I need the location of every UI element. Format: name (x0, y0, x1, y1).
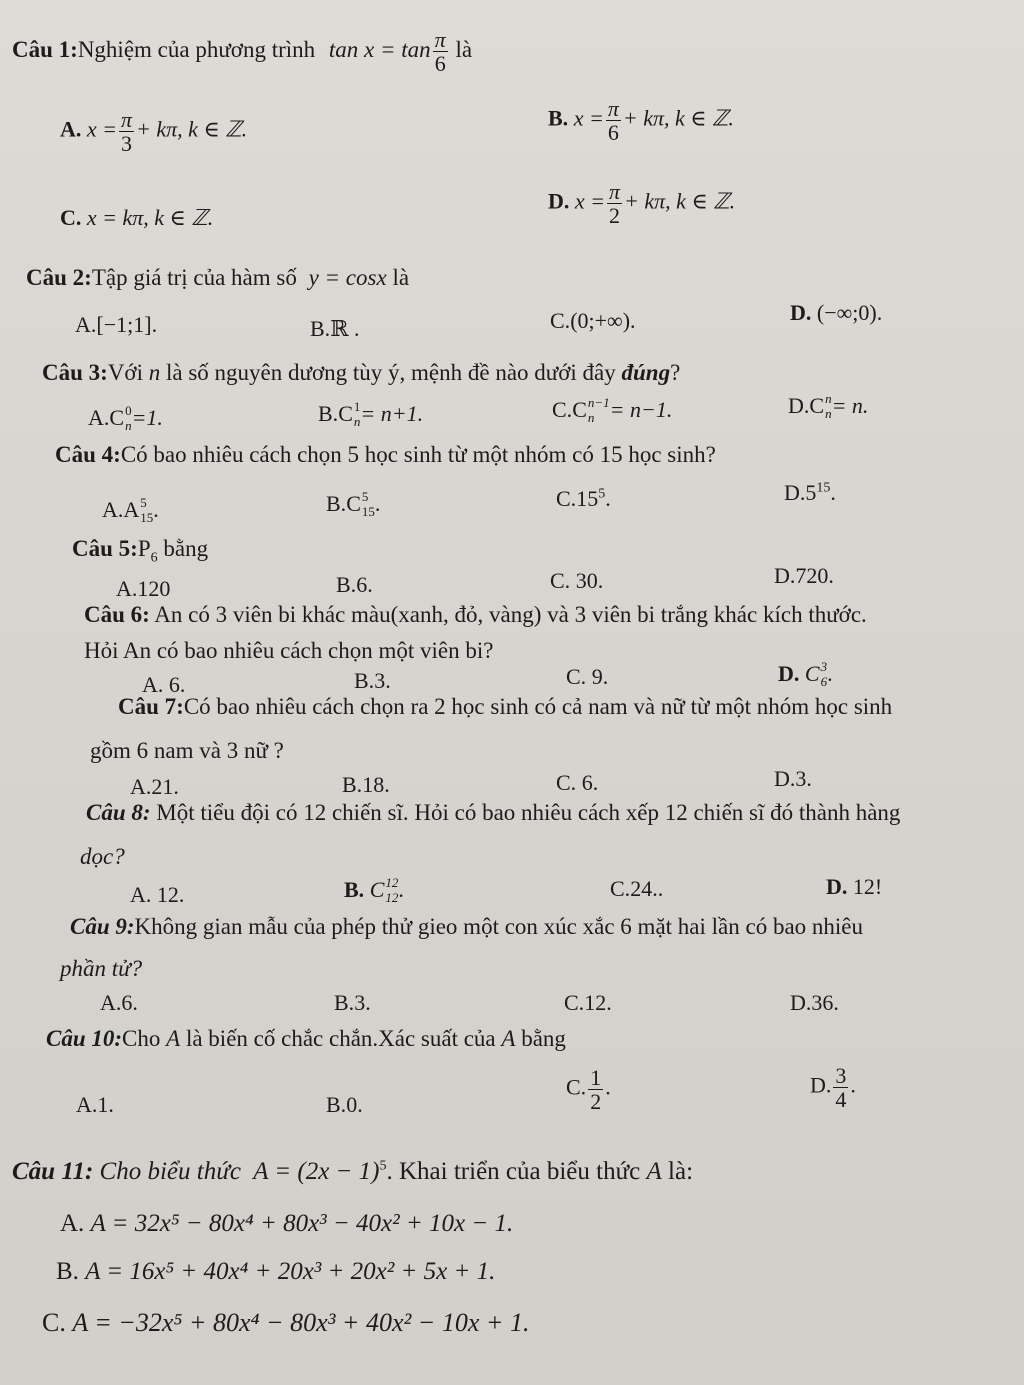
option-c[interactable]: C. 6. (556, 770, 599, 795)
option-d[interactable]: D. x = $\frac{\pi}{2}$ + kπ, k ∈ ℤ. (548, 179, 736, 229)
question-10: Câu 10:Cho A là biến cố chắc chắn.Xác suất của A bằng (46, 1026, 566, 1051)
option-a[interactable]: A. A = 32x⁵ − 80x⁴ + 80x³ − 40x² + 10x − 1. (60, 1210, 514, 1237)
option-c[interactable]: C. A = −32x⁵ + 80x⁴ − 80x³ + 40x² − 10x + 1. (42, 1308, 530, 1337)
option-b[interactable]: B.ℝ . (310, 316, 360, 341)
option-b[interactable]: B. C 5 15 . (326, 489, 381, 519)
question-8: Câu 8: Một tiểu đội có 12 chiến sĩ. Hỏi có bao nhiêu cách xếp 12 chiến sĩ đó thành hàng (86, 800, 901, 825)
question-9-line2: phần tử? (60, 956, 143, 981)
option-b[interactable]: B.0. (326, 1092, 363, 1117)
option-c[interactable]: C. 30. (550, 568, 604, 593)
option-a[interactable]: A.21. (130, 774, 179, 799)
option-b[interactable]: B. C 12 12 . (344, 875, 404, 905)
option-a[interactable]: A. A 5 15 . (102, 495, 159, 525)
option-a[interactable]: A. 12. (130, 882, 185, 907)
question-label: Câu 1: (12, 36, 78, 62)
question-3: Câu 3:Với n là số nguyên dương tùy ý, mệnh đề nào dưới đây đúng? (42, 360, 681, 385)
equation: tan x = tan (328, 36, 431, 62)
option-d[interactable]: D.C n n = n. (788, 391, 869, 421)
option-a[interactable]: A. x = $\frac{\pi}{3}$ + kπ, k ∈ ℤ. (60, 107, 248, 157)
option-c[interactable]: C.C n−1 n = n−1. (552, 395, 673, 425)
question-5: Câu $5:P_6$ bằng (72, 536, 209, 566)
option-a[interactable]: A.1. (76, 1092, 114, 1117)
option-c[interactable]: C. 9. (566, 664, 609, 689)
question-text: Nghiệm của phương trình (77, 36, 316, 62)
question-1: Câu 1:Nghiệm của phương trình tan x = tan $\frac{\pi}{6}$ là (12, 27, 473, 77)
question-2: Câu 2:Tập giá trị của hàm số y = cosx là (26, 265, 410, 290)
option-d[interactable]: $D.5^{15}$. (784, 480, 836, 505)
question-6: Câu 6: An có 3 viên bi khác màu(xanh, đỏ, vàng) và 3 viên bi trắng khác kích thước. (84, 602, 867, 627)
option-d[interactable]: D. C 3 6 . (778, 659, 833, 689)
option-d[interactable]: D. 12! (826, 874, 883, 899)
option-c[interactable]: C. $\frac{1}{2}$ . (566, 1065, 611, 1115)
fraction: $\frac{\pi}{6}$ (434, 27, 446, 77)
option-d[interactable]: D.720. (774, 563, 834, 588)
option-c[interactable]: C. x = kπ, k ∈ ℤ. (60, 205, 214, 230)
option-c[interactable]: C.12. (564, 990, 612, 1015)
option-b[interactable]: B.C 1 n = n+1. (318, 399, 424, 429)
option-d[interactable]: D.3. (774, 766, 812, 791)
question-9: Câu 9:Không gian mẫu của phép thử gieo một con xúc xắc 6 mặt hai lần có bao nhiêu (70, 914, 863, 939)
question-7-line2: gồm 6 nam và 3 nữ ? (90, 738, 284, 763)
option-a[interactable]: A.120 (116, 576, 171, 601)
question-7: Câu 7:Có bao nhiêu cách chọn ra 2 học sinh có cả nam và nữ từ một nhóm học sinh (118, 694, 893, 719)
option-b[interactable]: B.6. (336, 572, 373, 597)
question-6-line2: Hỏi An có bao nhiêu cách chọn một viên bi? (84, 638, 494, 663)
option-b[interactable]: B.3. (354, 668, 391, 693)
option-c[interactable]: $C.15^5$. (556, 486, 611, 511)
option-d[interactable]: D. $\frac{3}{4}$ . (810, 1063, 856, 1113)
option-b[interactable]: B. x = $\frac{\pi}{6}$ + kπ, k ∈ ℤ. (548, 96, 734, 146)
question-4: Câu 4:Có bao nhiêu cách chọn 5 học sinh từ một nhóm có 15 học sinh? (55, 442, 716, 467)
option-a[interactable]: A.C 0 n =1. (88, 403, 163, 433)
option-a[interactable]: A.[−1;1]. (75, 312, 158, 337)
option-b[interactable]: B.3. (334, 990, 371, 1015)
option-d[interactable]: D.36. (790, 990, 839, 1015)
option-b[interactable]: B.18. (342, 772, 390, 797)
option-d[interactable]: D. (−∞;0). (790, 300, 883, 325)
option-a[interactable]: A. 6. (142, 672, 186, 697)
question-11: Câu 11: Cho biểu thức $A = (2x - 1)^5$. Khai triển của biểu thức A là: (12, 1158, 694, 1185)
option-c[interactable]: C.24.. (610, 876, 664, 901)
option-a[interactable]: A.6. (100, 990, 138, 1015)
option-c[interactable]: C.(0;+∞). (550, 308, 636, 333)
option-b[interactable]: B. A = 16x⁵ + 40x⁴ + 20x³ + 20x² + 5x + 1. (56, 1258, 496, 1285)
question-8-line2: dọc? (80, 844, 125, 869)
